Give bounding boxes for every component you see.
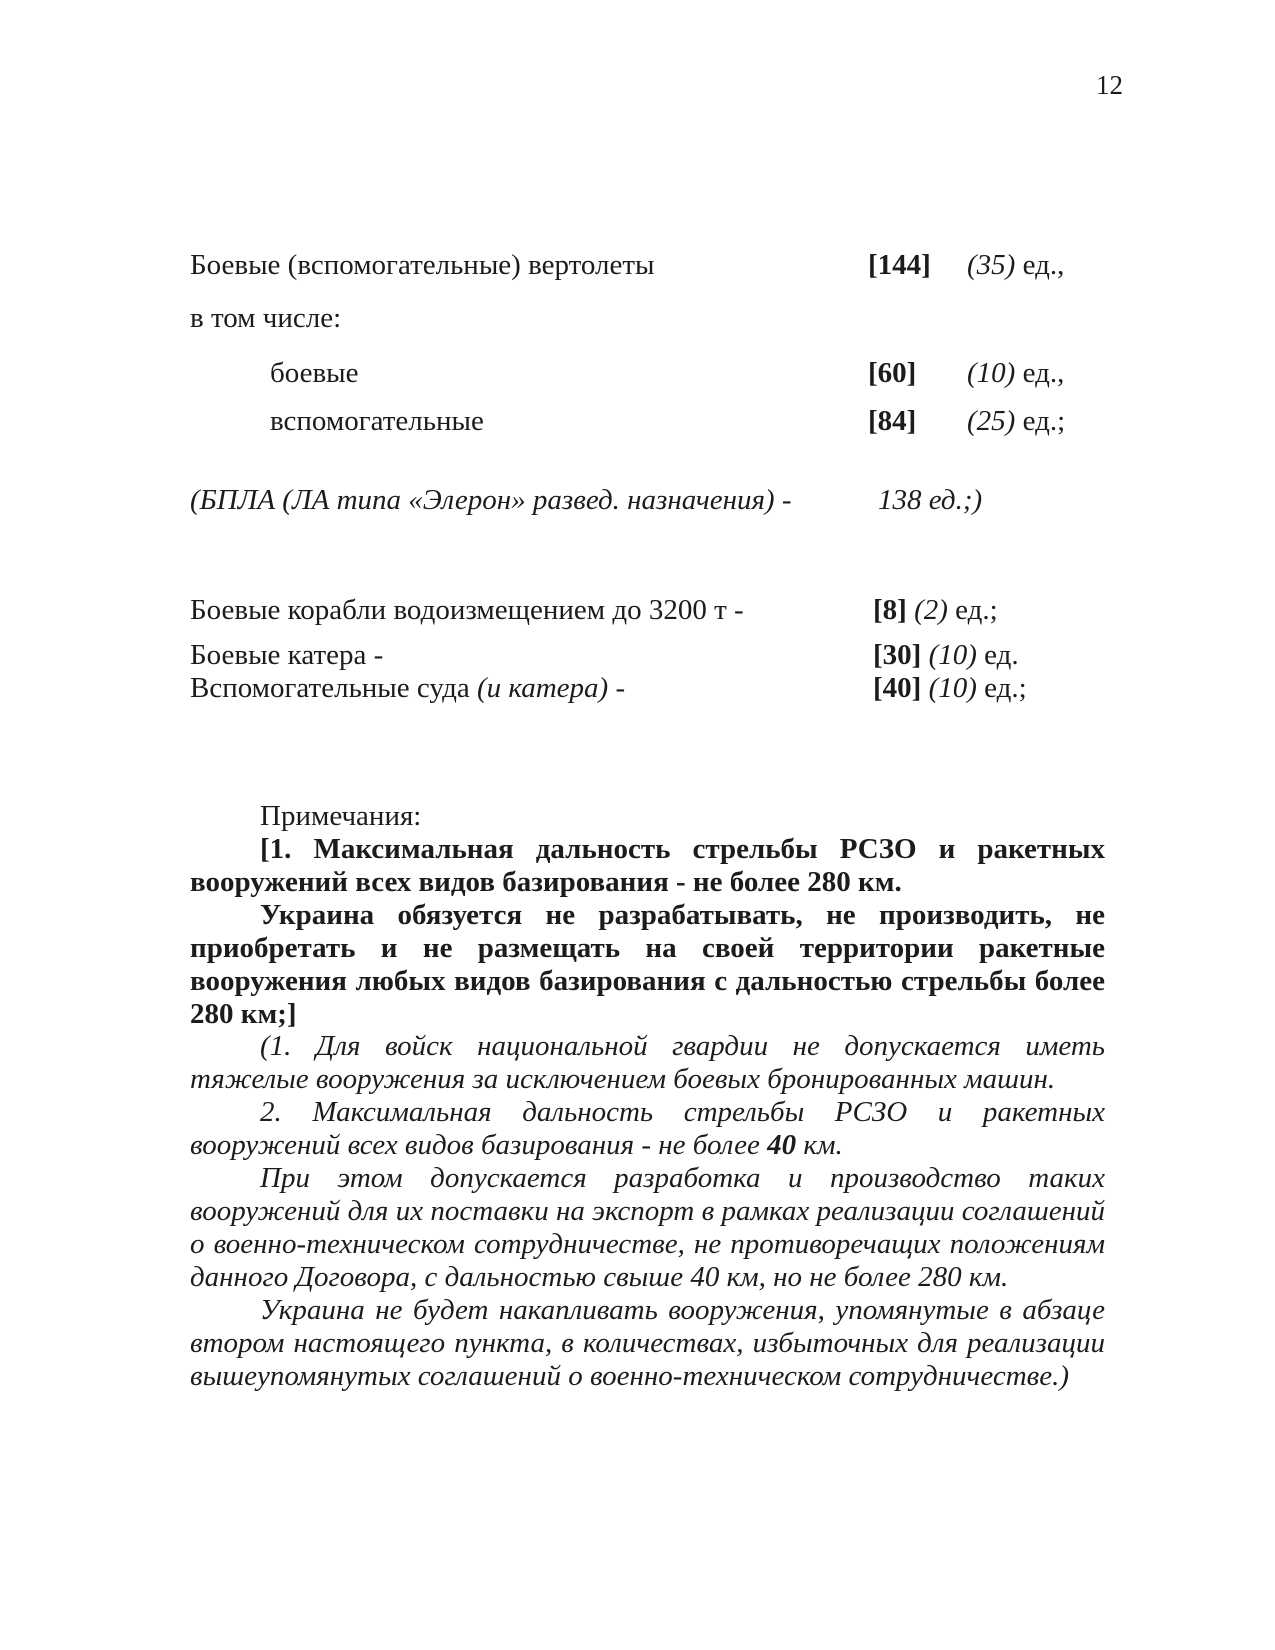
unit-text: ед.; bbox=[976, 672, 1027, 704]
row-label bbox=[190, 672, 625, 705]
ships-row bbox=[190, 594, 1105, 627]
row-bracket-value: [30] bbox=[873, 639, 922, 671]
notes-italic-section bbox=[190, 1030, 1105, 1393]
paragraph-text: км. bbox=[796, 1129, 843, 1161]
paren-number: (2) bbox=[906, 594, 948, 626]
row-value bbox=[873, 672, 1027, 705]
row-paren-value bbox=[967, 405, 1065, 438]
paragraph-text: 2. Максимальная дальность стрельбы РСЗО и ракетных вооружений всех видов базирования - не более bbox=[190, 1096, 1105, 1161]
unit-text: ед., bbox=[1015, 249, 1065, 281]
row-label bbox=[190, 594, 744, 627]
row-label: Боевые (вспомогательные) вертолеты bbox=[190, 249, 655, 281]
row-value bbox=[873, 594, 998, 627]
unit-text: ед.; bbox=[1015, 405, 1066, 437]
note-paragraph-italic-2 bbox=[190, 1096, 1105, 1162]
helicopters-combat-row bbox=[190, 357, 1105, 390]
note-paragraph-bold-2: Украина обязуется не разрабатывать, не производить, не приобретать и не размещать на своей территории ракетные вооружения любых видов базирования с дальностью стрельбы более 280 км;] bbox=[190, 899, 1105, 1030]
row-bracket-value: [8] bbox=[873, 594, 907, 626]
paren-number: (35) bbox=[967, 249, 1016, 281]
row-paren-value bbox=[967, 357, 1064, 390]
note-paragraph-bold-1: [1. Максимальная дальность стрельбы РСЗО и ракетных вооружений всех видов базирования - не более 280 км. bbox=[190, 833, 1105, 898]
row-label: боевые bbox=[270, 357, 359, 389]
helicopters-total-row bbox=[190, 249, 1105, 282]
note-paragraph-italic-3: При этом допускается разработка и производство таких вооружений для их поставки на экспорт в рамках реализации соглашений о военно-техническом сотрудничестве, не противоречащих положениям данного Договора, с дальностью свыше 40 км, но не более 280 км. bbox=[190, 1162, 1105, 1293]
row-label: (БПЛА (ЛА типа «Элерон» развед. назначения) - bbox=[190, 484, 792, 516]
label-italic-text: (и катера) bbox=[476, 672, 609, 704]
note-paragraph-italic-1: (1. Для войск национальной гвардии не допускается иметь тяжелые вооружения за исключением боевых бронированных машин. bbox=[190, 1030, 1105, 1095]
uav-row bbox=[190, 484, 1105, 517]
paren-number: (10) bbox=[921, 672, 977, 704]
row-bracket-value: [144] bbox=[868, 249, 931, 281]
unit-text: ед., bbox=[1015, 357, 1065, 389]
row-bracket-value: [40] bbox=[873, 672, 922, 704]
bold-number: 40 bbox=[767, 1129, 797, 1161]
paren-number: (10) bbox=[921, 639, 977, 671]
label-text: Боевые катера - bbox=[190, 639, 384, 671]
boats-row bbox=[190, 639, 1105, 672]
row-value: 138 ед.;) bbox=[878, 484, 983, 516]
unit-text: ед. bbox=[976, 639, 1019, 671]
page-number: 12 bbox=[1096, 70, 1123, 100]
notes-heading: Примечания: bbox=[260, 800, 422, 832]
helicopters-auxiliary-row bbox=[190, 405, 1105, 438]
row-value bbox=[873, 639, 1019, 672]
row-label: вспомогательные bbox=[270, 405, 484, 437]
label-text: - bbox=[608, 672, 626, 704]
unit-text: ед.; bbox=[947, 594, 998, 626]
label-text: Боевые корабли водоизмещением до 3200 т - bbox=[190, 594, 744, 626]
auxiliary-vessels-row bbox=[190, 672, 1105, 705]
row-label bbox=[190, 639, 383, 672]
row-paren-value bbox=[967, 249, 1064, 282]
notes-section bbox=[190, 800, 1105, 1031]
note-paragraph-italic-4: Украина не будет накапливать вооружения, упомянутые в абзаце втором настоящего пункта, в количествах, избыточных для реализации вышеупомянутых соглашений о военно-техническом сотрудничестве.) bbox=[190, 1294, 1105, 1392]
paren-number: (10) bbox=[967, 357, 1016, 389]
row-bracket-value: [84] bbox=[868, 405, 917, 437]
row-bracket-value: [60] bbox=[868, 357, 917, 389]
including-row bbox=[190, 302, 1105, 335]
including-label: в том числе: bbox=[190, 302, 342, 334]
paren-number: (25) bbox=[967, 405, 1016, 437]
label-text: Вспомогательные суда bbox=[190, 672, 477, 704]
